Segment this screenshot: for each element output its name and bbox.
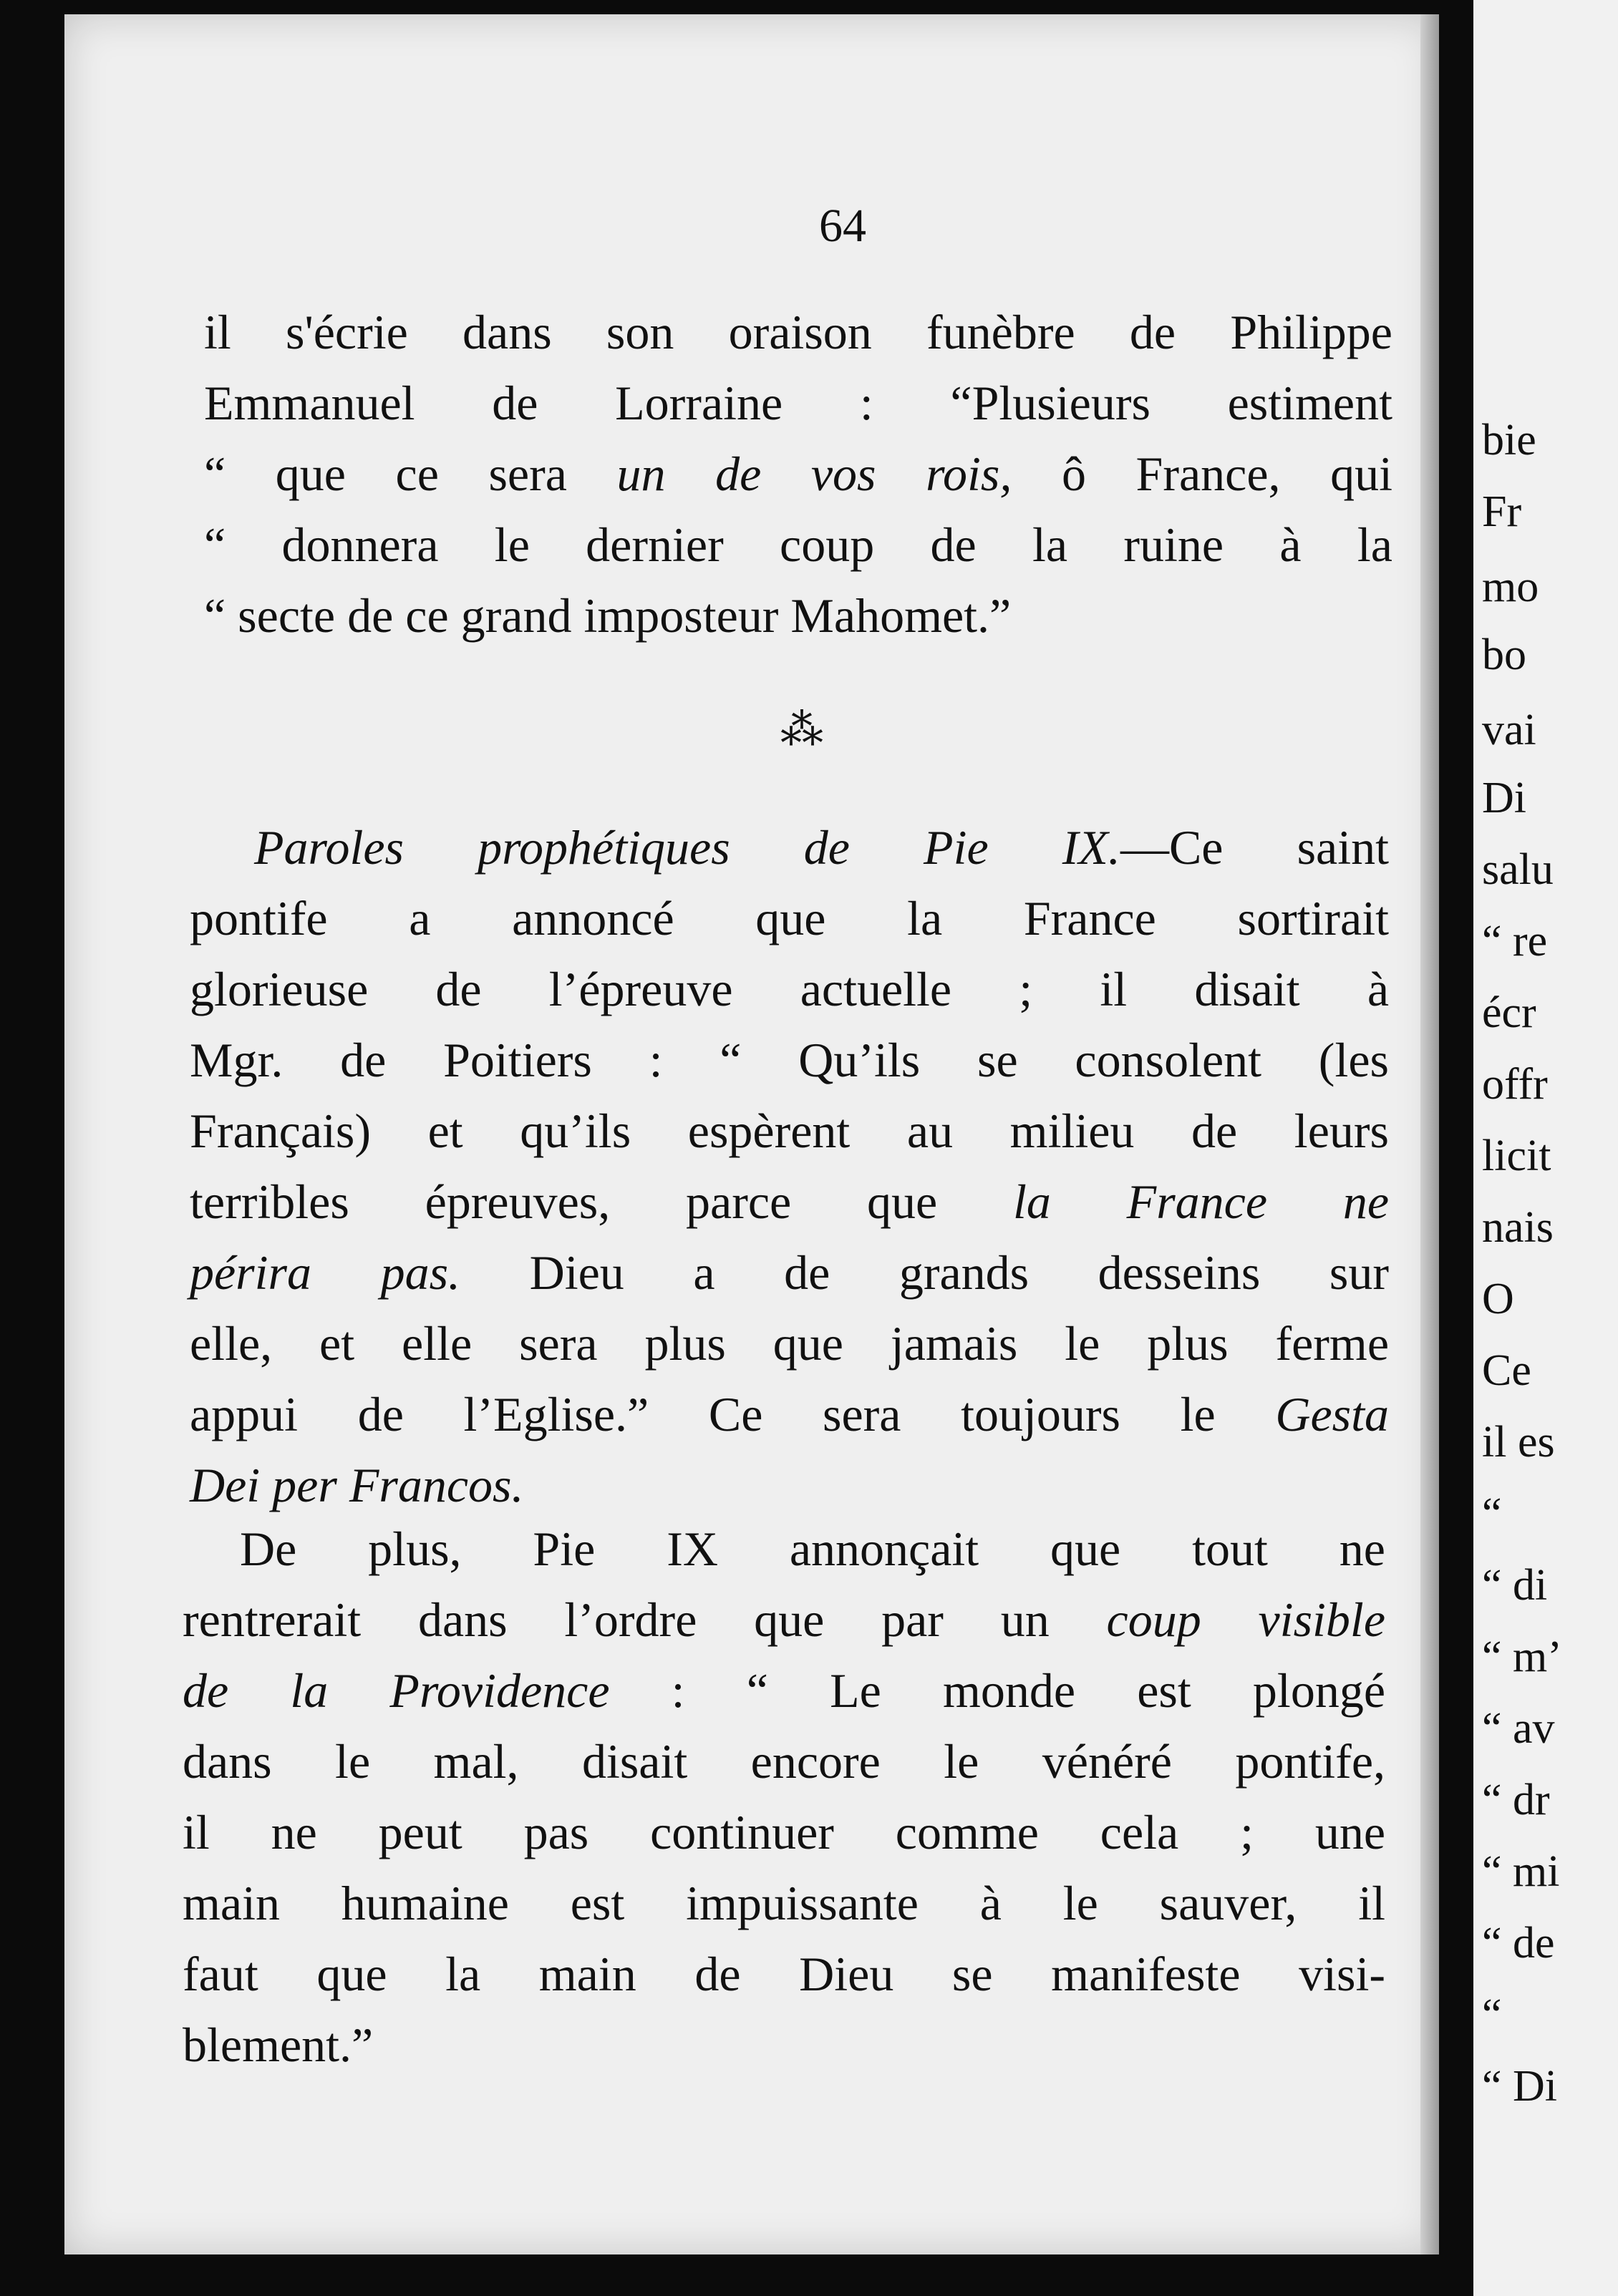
text-run: Emmanuel de Lorraine : “Plusieurs estiment	[204, 376, 1392, 430]
paragraph-paroles-pie-ix	[190, 812, 1389, 1521]
right-page-line-fragment: licit	[1482, 1132, 1551, 1180]
text-line	[190, 1237, 1389, 1308]
text-run: rentrerait dans l’ordre que par un	[183, 1592, 1107, 1647]
text-line	[183, 1514, 1385, 1585]
paragraph-de-plus	[183, 1514, 1385, 2081]
right-page-line-fragment: Di	[1482, 774, 1526, 822]
left-book-page	[64, 14, 1439, 2254]
text-line	[183, 1585, 1385, 1655]
text-run: “ secte de ce grand imposteur Mahomet.”	[204, 588, 1012, 643]
asterism-separator	[780, 706, 823, 754]
italic-text: Dei per Francos.	[190, 1458, 524, 1512]
text-run: “ donnera le dernier coup de la ruine à la	[204, 517, 1392, 572]
italic-text: Gesta	[1275, 1387, 1389, 1441]
text-line	[190, 812, 1389, 883]
page-number: 64	[819, 200, 866, 252]
text-run: glorieuse de l’épreuve actuelle ; il disait à	[190, 962, 1389, 1016]
right-page-line-fragment: Ce	[1482, 1346, 1531, 1395]
asterism-glyph: ⁂	[780, 706, 823, 754]
right-page-line-fragment: nais	[1482, 1203, 1554, 1252]
text-run: Mgr. de Poitiers : “ Qu’ils se consolent (les	[190, 1033, 1389, 1087]
text-run: pontife a annoncé que la France sortirait	[190, 891, 1389, 945]
right-book-page-edge	[1473, 0, 1618, 2296]
right-page-line-fragment: “ av	[1482, 1704, 1555, 1753]
text-run: appui de l’Eglise.” Ce sera toujours le	[190, 1387, 1276, 1441]
text-line	[190, 1379, 1389, 1450]
text-line	[190, 1025, 1389, 1096]
italic-text: un de vos rois,	[616, 447, 1012, 501]
right-page-line-fragment: Fr	[1482, 487, 1522, 536]
text-line	[204, 439, 1392, 510]
text-line	[183, 1939, 1385, 2010]
text-run: il ne peut pas continuer comme cela ; une	[183, 1805, 1385, 1859]
text-line	[183, 1797, 1385, 1868]
right-page-line-fragment: “ Di	[1482, 2062, 1558, 2111]
text-line	[204, 580, 1392, 651]
right-page-line-fragment: O	[1482, 1275, 1514, 1323]
text-line	[183, 1868, 1385, 1939]
italic-text: la France ne	[1012, 1174, 1389, 1229]
italic-text: Paroles prophétiques de Pie IX.	[254, 820, 1120, 875]
right-page-line-fragment: vai	[1482, 706, 1536, 754]
right-page-line-fragment: bo	[1482, 631, 1526, 679]
text-run: il s'écrie dans son oraison funèbre de Philippe	[204, 305, 1392, 359]
right-page-line-fragment: “ m’	[1482, 1633, 1562, 1681]
italic-text: périra pas.	[190, 1245, 461, 1300]
right-page-line-fragment: il es	[1482, 1418, 1555, 1466]
right-page-line-fragment: salu	[1482, 845, 1554, 894]
text-line	[204, 297, 1392, 368]
text-run: “ que ce sera	[204, 447, 617, 501]
text-run: : “ Le monde est plongé	[609, 1663, 1386, 1718]
text-run: elle, et elle sera plus que jamais le plus ferme	[190, 1316, 1389, 1371]
text-run: Dieu a de grands desseins sur	[460, 1245, 1389, 1300]
text-run: —Ce saint	[1120, 820, 1390, 875]
right-page-line-fragment: “	[1482, 1990, 1502, 2039]
text-run: faut que la main de Dieu se manifeste visi-	[183, 1947, 1385, 2001]
right-page-line-fragment: “ dr	[1482, 1776, 1550, 1824]
text-run: dans le mal, disait encore le vénéré pontife,	[183, 1734, 1385, 1789]
right-page-line-fragment: bie	[1482, 416, 1536, 464]
right-page-line-fragment: “ mi	[1482, 1847, 1560, 1896]
text-run: main humaine est impuissante à le sauver, il	[183, 1876, 1385, 1930]
paragraph-philippe-lorraine	[204, 297, 1392, 651]
text-run: terribles épreuves, parce que	[190, 1174, 1013, 1229]
text-line	[190, 1096, 1389, 1167]
text-run: ô France, qui	[1012, 447, 1393, 501]
text-line	[204, 510, 1392, 580]
text-line	[183, 2010, 1385, 2081]
text-line	[183, 1726, 1385, 1797]
text-run: De plus, Pie IX annonçait que tout ne	[240, 1522, 1385, 1576]
right-page-line-fragment: mo	[1482, 563, 1539, 611]
right-page-line-fragment: offr	[1482, 1060, 1548, 1109]
text-line	[190, 954, 1389, 1025]
italic-text: coup visible	[1106, 1592, 1386, 1647]
right-page-line-fragment: “	[1482, 1489, 1502, 1538]
text-line	[190, 883, 1389, 954]
text-line	[190, 1450, 1389, 1521]
text-run: blement.”	[183, 2018, 374, 2072]
text-line	[183, 1655, 1385, 1726]
text-line	[190, 1167, 1389, 1237]
text-run: Français) et qu’ils espèrent au milieu de leurs	[190, 1104, 1389, 1158]
text-line	[190, 1308, 1389, 1379]
right-page-line-fragment: “ de	[1482, 1919, 1555, 1967]
text-line	[204, 368, 1392, 439]
right-page-line-fragment: “ re	[1482, 917, 1548, 965]
right-page-line-fragment: écr	[1482, 988, 1536, 1037]
italic-text: de la Providence	[183, 1663, 610, 1718]
right-page-line-fragment: “ di	[1482, 1561, 1548, 1610]
